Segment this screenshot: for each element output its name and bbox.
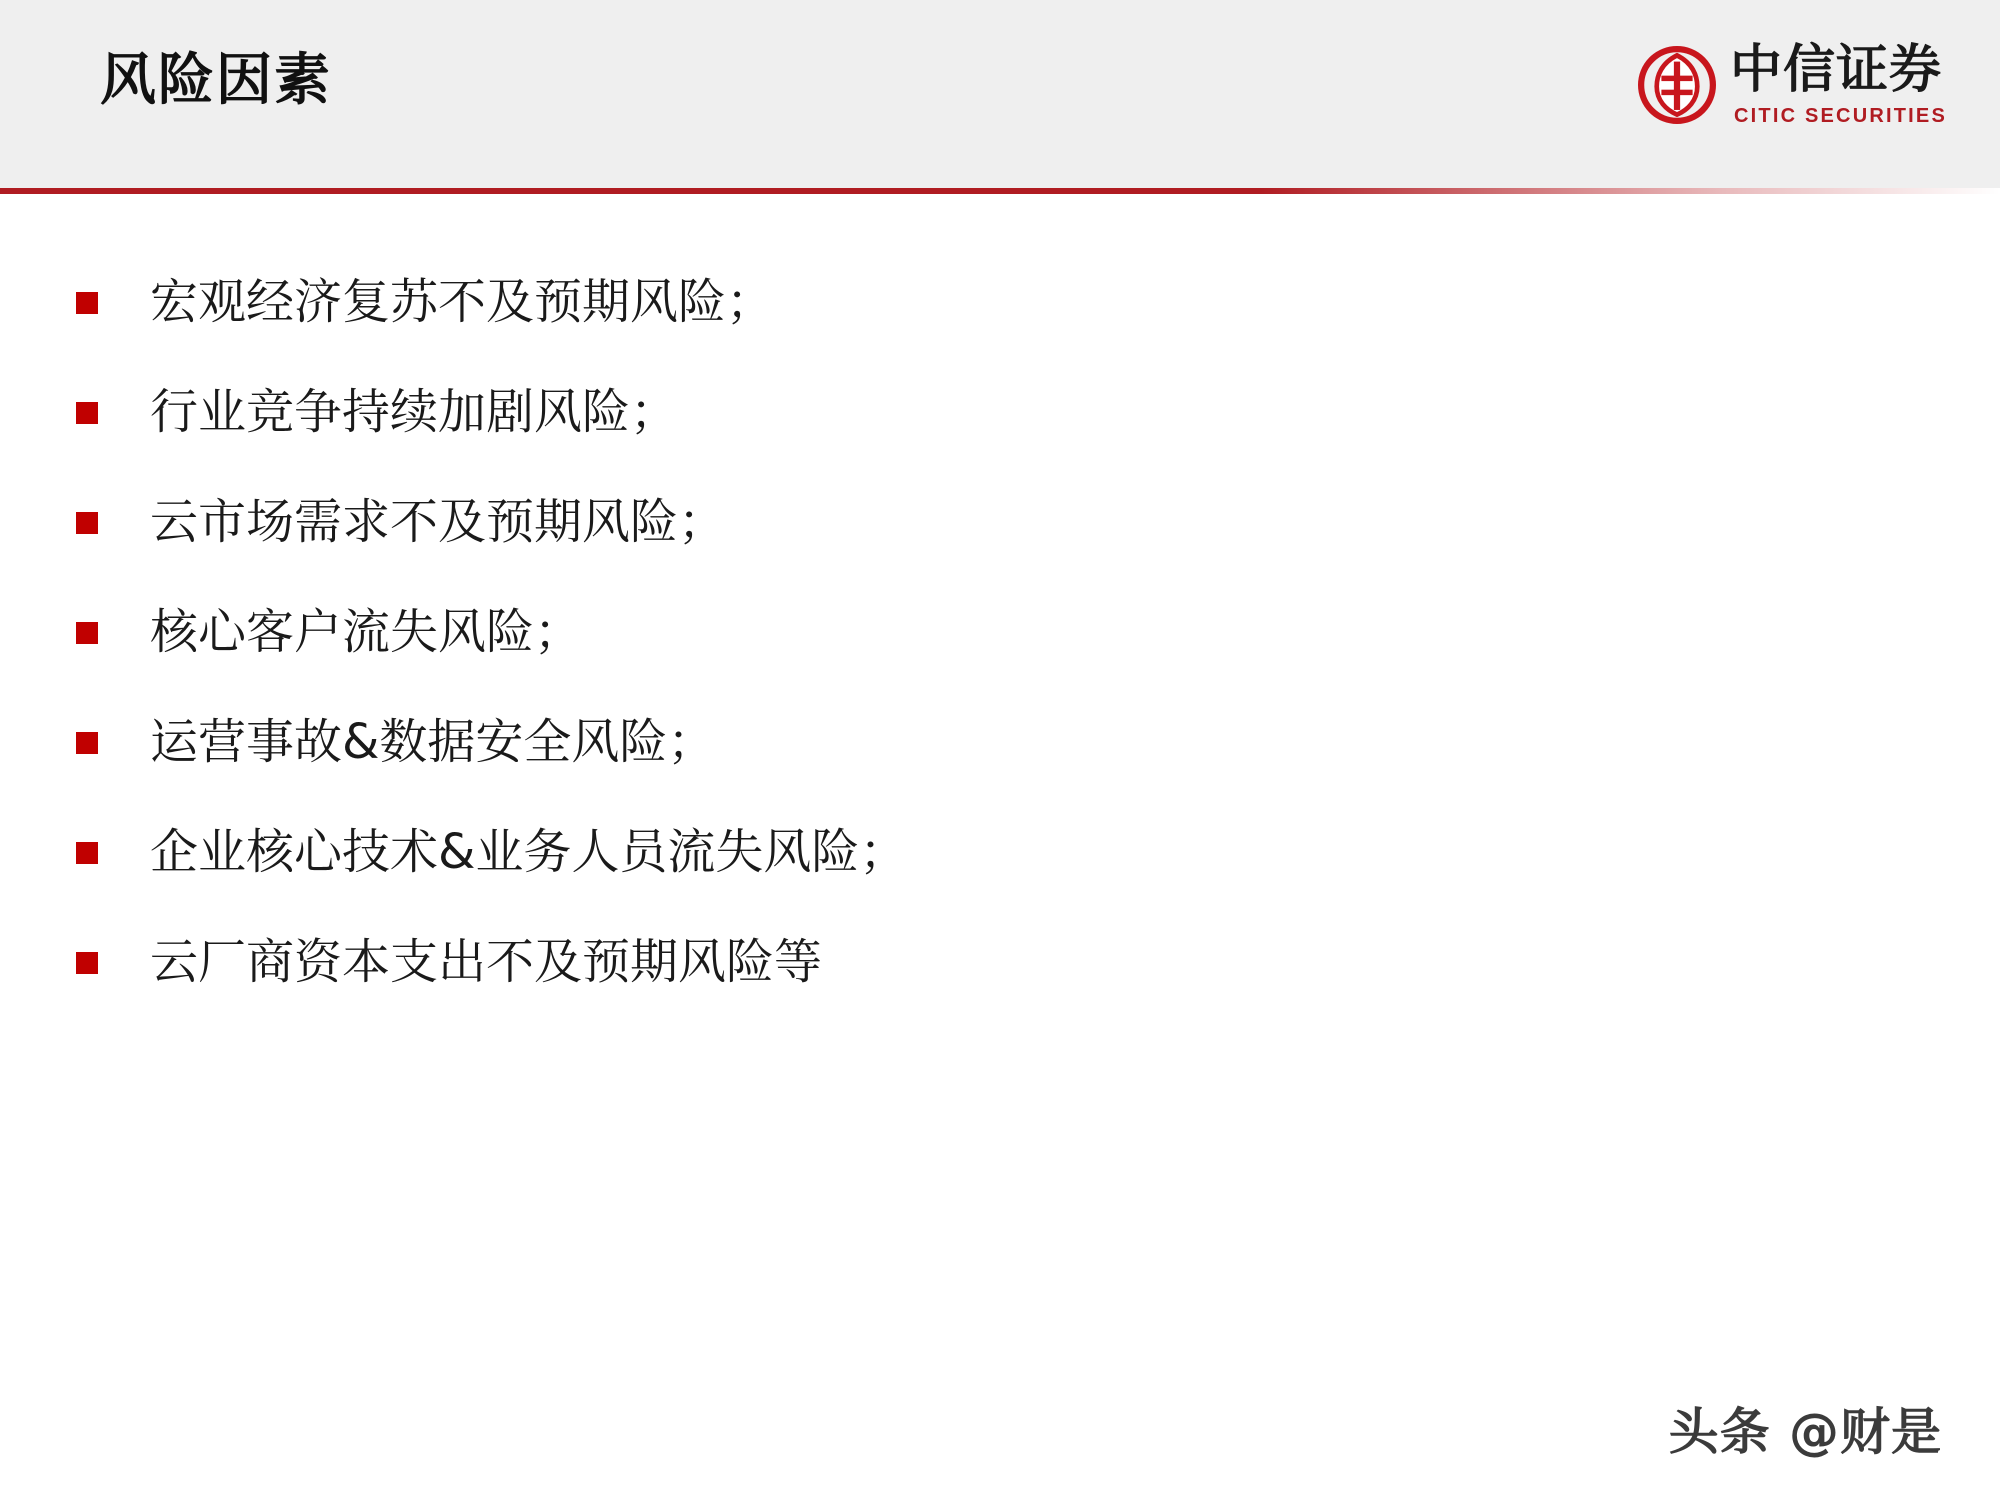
list-item: [0, 908, 2000, 1018]
list-item: [0, 578, 2000, 688]
list-item-text: 企业核心技术&业务人员流失风险；: [150, 824, 908, 881]
list-item: [0, 248, 2000, 358]
list-item-text: 宏观经济复苏不及预期风险；: [150, 274, 775, 331]
square-bullet-icon: [76, 512, 98, 534]
list-item-text: 核心客户流失风险；: [150, 604, 583, 661]
watermark: 头条 @财是: [1668, 1403, 1942, 1461]
square-bullet-icon: [76, 732, 98, 754]
square-bullet-icon: [76, 622, 98, 644]
square-bullet-icon: [76, 292, 98, 314]
list-item: [0, 468, 2000, 578]
list-item-text: 运营事故&数据安全风险；: [150, 714, 716, 771]
company-logo: [1638, 40, 1947, 140]
list-item: [0, 798, 2000, 908]
list-item-text: 行业竞争持续加剧风险；: [150, 384, 679, 441]
header-divider: [0, 188, 2000, 194]
list-item-text: 云市场需求不及预期风险；: [150, 494, 727, 551]
square-bullet-icon: [76, 952, 98, 974]
square-bullet-icon: [76, 402, 98, 424]
page-title: 风险因素: [100, 48, 332, 111]
list-item: [0, 358, 2000, 468]
logo-text-en: CITIC SECURITIES: [1734, 105, 1947, 127]
logo-text-cn: 中信证券: [1730, 40, 1943, 100]
risk-factor-list: [0, 248, 2000, 1018]
citic-logo-mark-icon: [1638, 46, 1716, 124]
list-item: [0, 688, 2000, 798]
square-bullet-icon: [76, 842, 98, 864]
slide-header: [0, 0, 2000, 188]
list-item-text: 云厂商资本支出不及预期风险等: [150, 934, 823, 991]
